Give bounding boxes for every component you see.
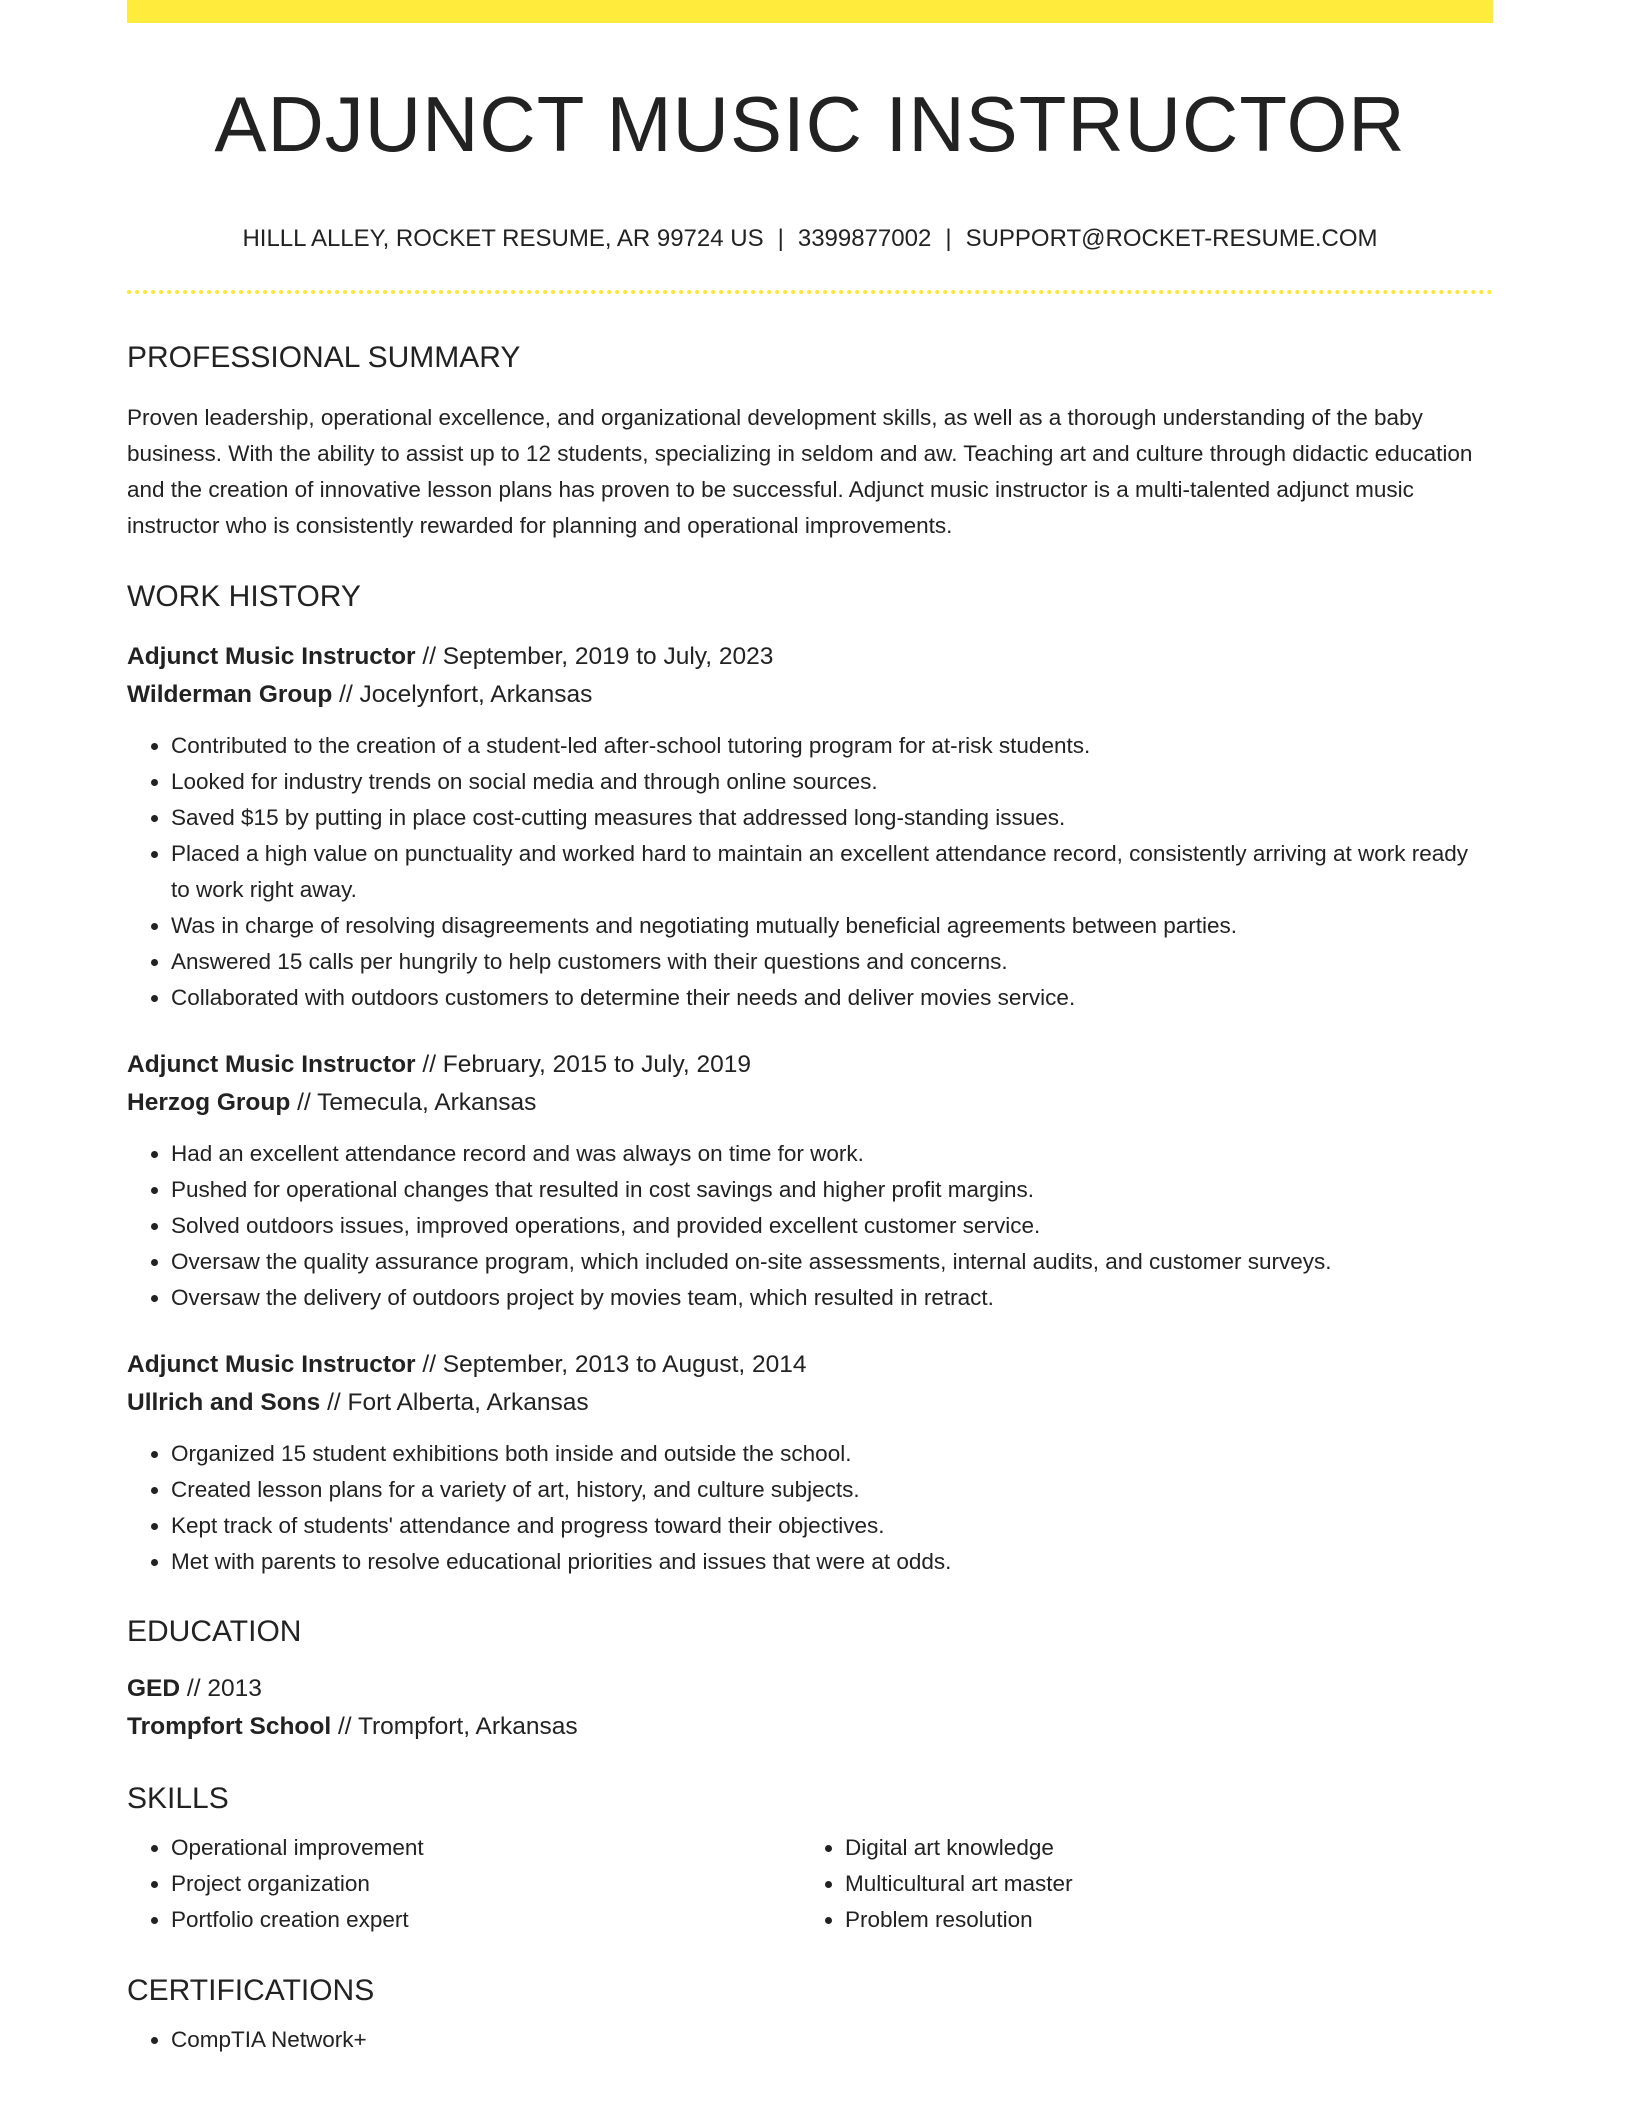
dotted-divider — [127, 290, 1493, 294]
summary-heading: PROFESSIONAL SUMMARY — [127, 341, 521, 374]
job-dates: // September, 2013 to August, 2014 — [415, 1351, 807, 1378]
job-company: Herzog Group — [127, 1089, 291, 1116]
work-history-heading: WORK HISTORY — [127, 580, 361, 613]
job-dates: // September, 2019 to July, 2023 — [415, 643, 774, 670]
certification-item: • CompTIA Network+ — [171, 2022, 1493, 2058]
job-bullet: • Collaborated with outdoors customers to determine their needs and deliver movies service. — [171, 980, 1493, 1016]
job-bullet: • Oversaw the delivery of outdoors project by movies team, which resulted in retract. — [171, 1280, 1493, 1316]
accent-bar — [127, 0, 1493, 23]
skills-list-left — [127, 1830, 801, 1938]
job-bullets — [127, 1436, 1493, 1580]
job-location: // Temecula, Arkansas — [290, 1089, 537, 1116]
job-bullet: • Pushed for operational changes that resulted in cost savings and higher profit margins. — [171, 1172, 1493, 1208]
skill-item: • Project organization — [171, 1866, 801, 1902]
job-company-line — [127, 1084, 1493, 1122]
job-title-line — [127, 638, 1493, 676]
education-degree-line — [127, 1670, 1493, 1708]
education-entry — [127, 1670, 1493, 1746]
certifications-heading: CERTIFICATIONS — [127, 1974, 375, 2007]
contact-line — [127, 227, 1493, 251]
job-bullet: • Looked for industry trends on social media and through online sources. — [171, 764, 1493, 800]
job-bullet: • Had an excellent attendance record and was always on time for work. — [171, 1136, 1493, 1172]
contact-address: HILLL ALLEY, ROCKET RESUME, AR 99724 US — [242, 225, 764, 252]
skills-heading: SKILLS — [127, 1782, 229, 1815]
education-heading: EDUCATION — [127, 1615, 302, 1648]
job-entry — [127, 638, 1493, 1016]
job-bullet: • Answered 15 calls per hungrily to help customers with their questions and concerns. — [171, 944, 1493, 980]
resume-page — [127, 0, 1493, 2058]
skill-item: • Problem resolution — [845, 1902, 1475, 1938]
job-bullet: • Kept track of students' attendance and progress toward their objectives. — [171, 1508, 1493, 1544]
education-school-line — [127, 1708, 1493, 1746]
job-dates: // February, 2015 to July, 2019 — [415, 1051, 752, 1078]
skill-item: • Multicultural art master — [845, 1866, 1475, 1902]
contact-email: SUPPORT@ROCKET-RESUME.COM — [965, 225, 1378, 252]
job-title: Adjunct Music Instructor — [127, 1351, 416, 1378]
job-title-line — [127, 1346, 1493, 1384]
job-company-line — [127, 676, 1493, 714]
skill-item: • Operational improvement — [171, 1830, 801, 1866]
job-company-line — [127, 1384, 1493, 1422]
job-entry — [127, 1346, 1493, 1580]
skills-columns — [127, 1830, 1493, 1938]
job-bullet: • Was in charge of resolving disagreements and negotiating mutually beneficial agreements between parties. — [171, 908, 1493, 944]
certifications-section — [127, 2022, 1493, 2058]
job-bullet: • Met with parents to resolve educational priorities and issues that were at odds. — [171, 1544, 1493, 1580]
job-title: Adjunct Music Instructor — [127, 643, 416, 670]
skill-item: • Portfolio creation expert — [171, 1902, 801, 1938]
skills-list-right — [801, 1830, 1475, 1938]
job-location: // Fort Alberta, Arkansas — [320, 1389, 589, 1416]
education-school: Trompfort School — [127, 1713, 332, 1740]
education-degree: GED — [127, 1675, 181, 1702]
summary-text: Proven leadership, operational excellence, and organizational development skills, as well as a thorough understanding of the baby business. With the ability to assist up to 12 students, specializing in seldom and aw. Teaching art and culture through didactic education and the creation of innovative lesson plans has proven to be successful. Adjunct music instructor is a multi-talented adjunct music instructor who is consistently rewarded for planning and operational improvements. — [127, 405, 1473, 538]
certifications-list — [127, 2022, 1493, 2058]
job-bullet: • Solved outdoors issues, improved operations, and provided excellent customer service. — [171, 1208, 1493, 1244]
contact-phone: 3399877002 — [797, 225, 932, 252]
resume-title: ADJUNCT MUSIC INSTRUCTOR — [214, 80, 1406, 168]
job-bullets — [127, 728, 1493, 1016]
job-bullet: • Saved $15 by putting in place cost-cutting measures that addressed long-standing issues. — [171, 800, 1493, 836]
job-bullets — [127, 1136, 1493, 1316]
skill-item: • Digital art knowledge — [845, 1830, 1475, 1866]
job-bullet: • Created lesson plans for a variety of art, history, and culture subjects. — [171, 1472, 1493, 1508]
contact-separator: | — [777, 225, 784, 252]
job-bullet: • Organized 15 student exhibitions both inside and outside the school. — [171, 1436, 1493, 1472]
job-bullet: • Placed a high value on punctuality and worked hard to maintain an excellent attendance record, consistently arriving at work ready to work right away. — [171, 836, 1493, 908]
contact-separator: | — [945, 225, 952, 252]
education-location: // Trompfort, Arkansas — [331, 1713, 578, 1740]
job-bullet: • Oversaw the quality assurance program, which included on-site assessments, internal audits, and customer surveys. — [171, 1244, 1493, 1280]
education-year: // 2013 — [180, 1675, 262, 1702]
job-company: Ullrich and Sons — [127, 1389, 321, 1416]
job-location: // Jocelynfort, Arkansas — [332, 681, 593, 708]
job-entry — [127, 1046, 1493, 1316]
job-title-line — [127, 1046, 1493, 1084]
job-bullet: • Contributed to the creation of a student-led after-school tutoring program for at-risk students. — [171, 728, 1493, 764]
job-title: Adjunct Music Instructor — [127, 1051, 416, 1078]
job-company: Wilderman Group — [127, 681, 333, 708]
